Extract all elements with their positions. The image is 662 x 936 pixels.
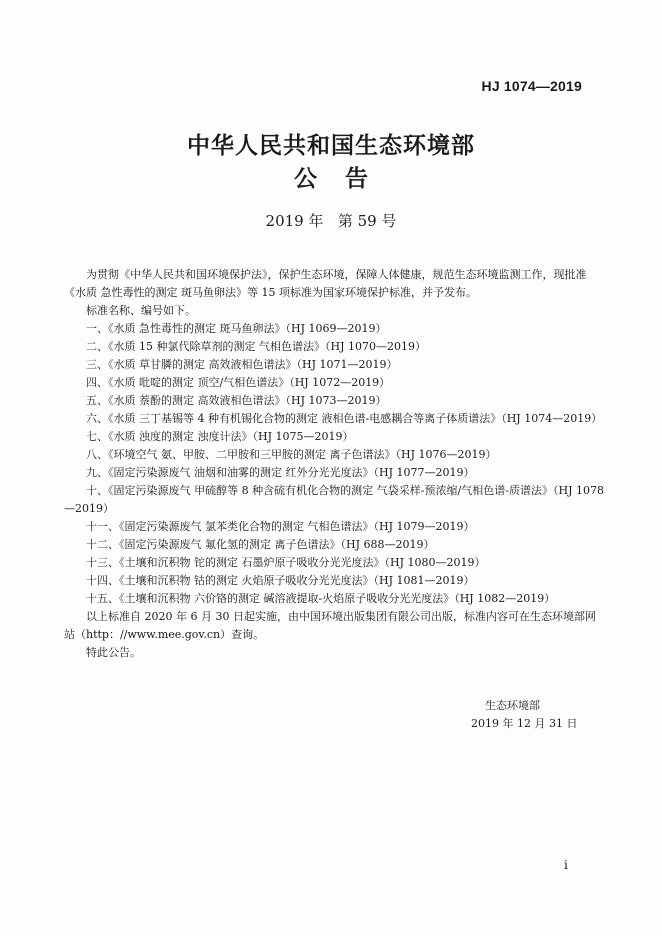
list-item: 一、《水质 急性毒性的测定 斑马鱼卵法》（HJ 1069—2019） <box>86 322 387 335</box>
list-item: 二、《水质 15 种氯代除草剂的测定 气相色谱法》（HJ 1070—2019） <box>86 340 426 353</box>
list-item: 八、《环境空气 氨、甲胺、二甲胺和三甲胺的测定 离子色谱法》（HJ 1076—2019） <box>86 448 497 461</box>
issuer-name: 生态环境部 <box>485 699 540 712</box>
list-item: 十一、《固定污染源废气 氯苯类化合物的测定 气相色谱法》（HJ 1079—2019） <box>86 520 475 533</box>
signature-block <box>471 697 578 733</box>
list-intro: 标准名称、编号如下。 <box>86 304 196 317</box>
list-item: 六、《水质 三丁基锡等 4 种有机锡化合物的测定 液相色谱-电感耦合等离子体质谱法》（HJ 1074—2019） <box>86 412 603 425</box>
ministry-title: 中华人民共和国生态环境部 <box>187 133 475 159</box>
list-item: 十五、《土壤和沉积物 六价铬的测定 碱溶液提取-火焰原子吸收分光光度法》（HJ 1082—2019） <box>86 592 556 605</box>
list-item: 四、《水质 吡啶的测定 顶空/气相色谱法》（HJ 1072—2019） <box>86 376 391 389</box>
implementation-paragraph: 以上标准自 2020 年 6 月 30 日起实施，由中国环境出版集团有限公司出版，标准内容可在生态环境部网站（http：//www.mee.gov.cn）查询。 <box>64 610 596 641</box>
page-number: i <box>564 858 568 872</box>
list-item: 五、《水质 萘酚的测定 高效液相色谱法》（HJ 1073—2019） <box>86 394 387 407</box>
list-item: 十三、《土壤和沉积物 铊的测定 石墨炉原子吸收分光光度法》（HJ 1080—2019） <box>86 556 486 569</box>
issue-date: 2019 年 12 月 31 日 <box>471 717 578 730</box>
intro-paragraph: 为贯彻《中华人民共和国环境保护法》，保护生态环境，保障人体健康，规范生态环境监测工作，现批准《水质 急性毒性的测定 斑马鱼卵法》等 15 项标准为国家环境保护标准，并予发布。 <box>64 268 587 299</box>
list-item: 十四、《土壤和沉积物 钴的测定 火焰原子吸收分光光度法》（HJ 1081—2019） <box>86 574 475 587</box>
issue-number: 第 59 号 <box>337 212 397 230</box>
notice-body <box>64 266 604 662</box>
list-item: 七、《水质 浊度的测定 浊度计法》（HJ 1075—2019） <box>86 430 354 443</box>
document-code: HJ 1074—2019 <box>481 78 582 94</box>
closing-line: 特此公告。 <box>86 646 141 659</box>
list-item: 九、《固定污染源废气 油烟和油雾的测定 红外分光光度法》（HJ 1077—2019） <box>86 466 475 479</box>
list-item: 十、《固定污染源废气 甲硫醇等 8 种含硫有机化合物的测定 气袋采样-预浓缩/气相色谱-质谱法》（HJ 1078—2019） <box>64 484 604 515</box>
issue-number-line <box>0 210 662 231</box>
notice-title: 公告 <box>294 166 396 192</box>
list-item: 三、《水质 草甘膦的测定 高效液相色谱法》（HJ 1071—2019） <box>86 358 398 371</box>
list-item: 十二、《固定污染源废气 氟化氢的测定 离子色谱法》（HJ 688—2019） <box>86 538 435 551</box>
issue-year: 2019 年 <box>265 212 324 230</box>
